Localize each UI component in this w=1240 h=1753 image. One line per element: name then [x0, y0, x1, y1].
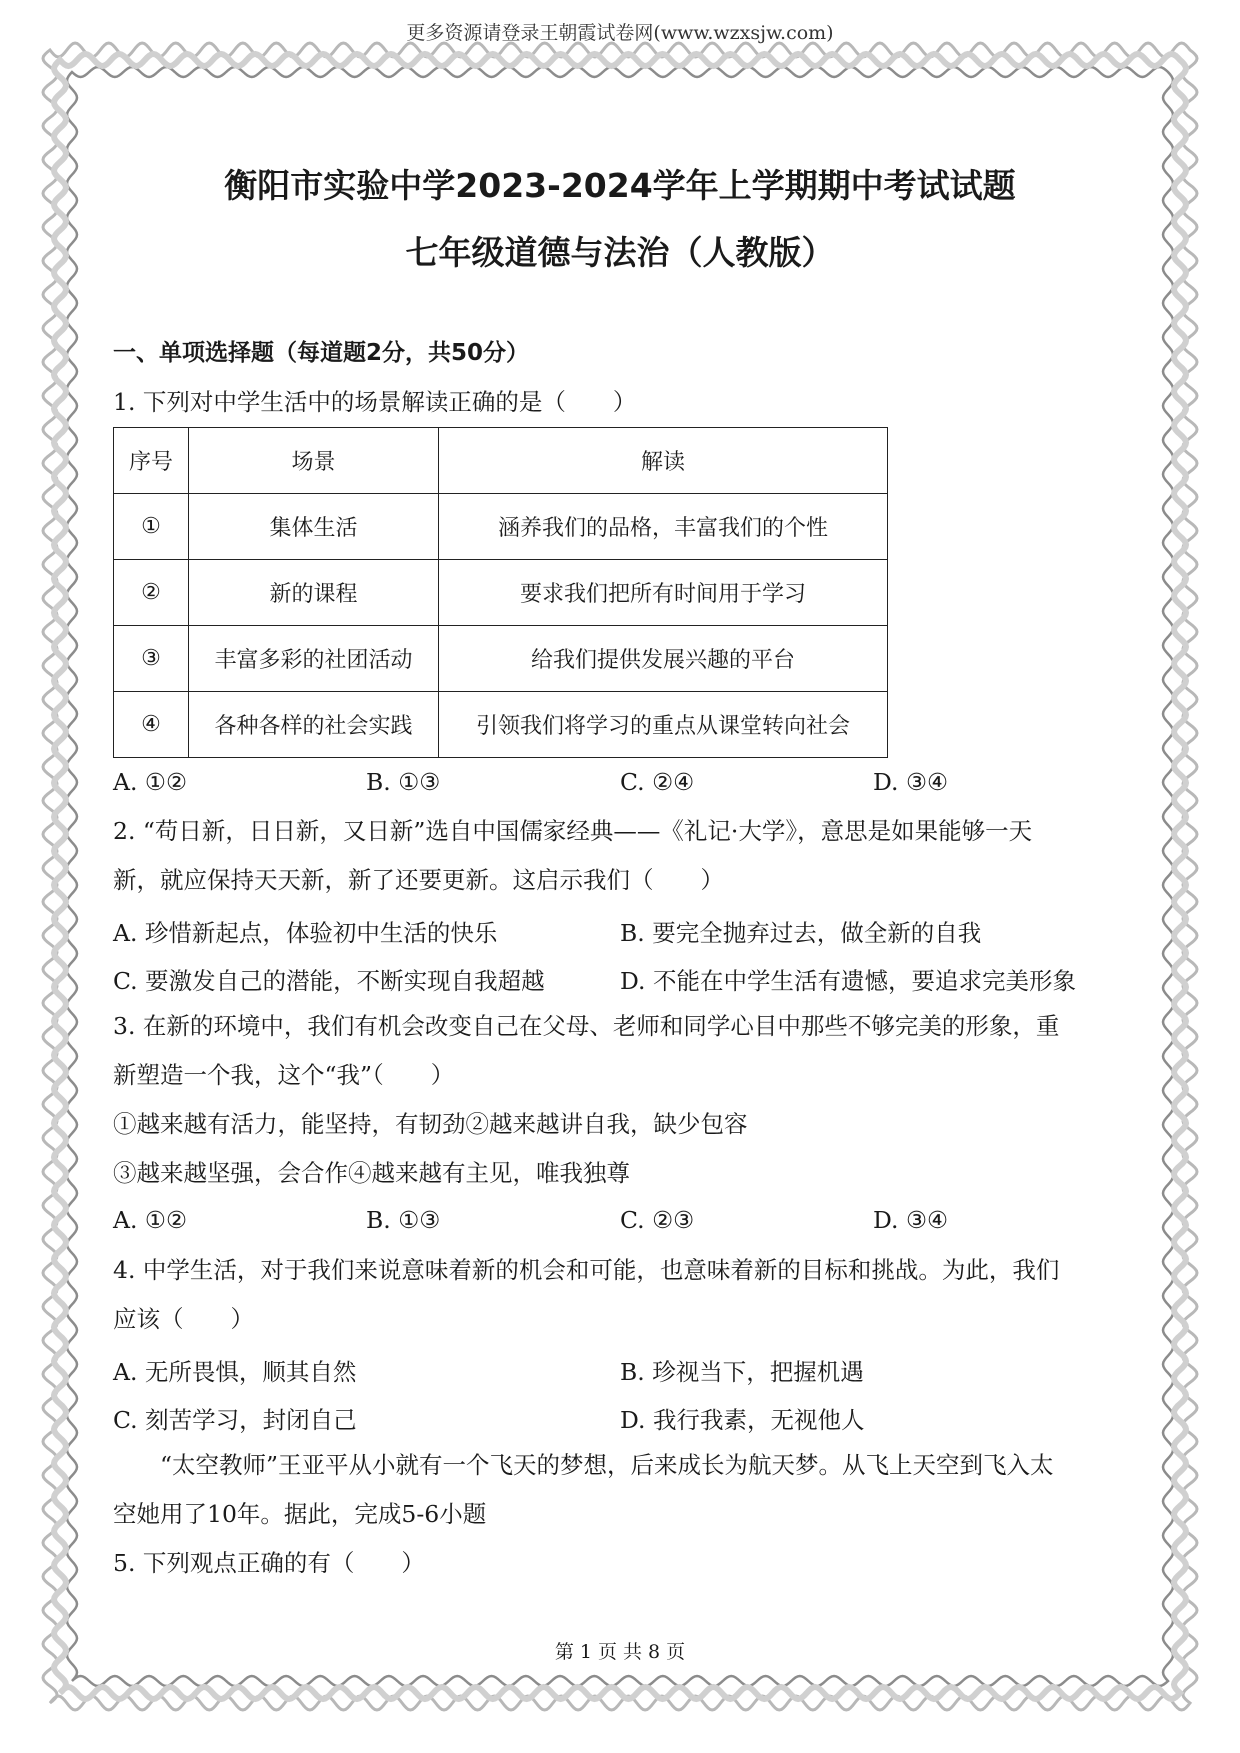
question-3-option-b: B. ①③: [366, 1206, 441, 1234]
table-header-cell: 解读: [439, 428, 888, 494]
table-header-cell: 场景: [189, 428, 439, 494]
question-2-line-2: 新，就应保持天天新，新了还要更新。这启示我们（ ）: [113, 866, 724, 894]
table-row: [114, 494, 888, 560]
question-1-table: [113, 427, 888, 758]
question-3-line-2: 新塑造一个我，这个“我”（ ）: [113, 1061, 455, 1089]
passage-line-2: 空她用了10年。据此，完成5-6小题: [113, 1500, 487, 1528]
question-1-option-b: B. ①③: [366, 768, 441, 796]
passage-line-1: “太空教师”王亚平从小就有一个飞天的梦想，后来成长为航天梦。从飞上天空到飞入太: [160, 1451, 1054, 1479]
question-3-option-d: D. ③④: [873, 1206, 949, 1234]
question-5-stem: 5. 下列观点正确的有（ ）: [113, 1549, 425, 1577]
question-1-option-a: A. ①②: [113, 768, 188, 796]
table-cell: 涵养我们的品格，丰富我们的个性: [439, 494, 888, 560]
question-3-option-a: A. ①②: [113, 1206, 188, 1234]
watermark-text: 更多资源请登录王朝霞试卷网(www.wzxsjw.com): [406, 22, 834, 44]
question-4-option-c: C. 刻苦学习，封闭自己: [113, 1406, 357, 1434]
table-cell: ④: [114, 692, 189, 758]
table-cell: 各种各样的社会实践: [189, 692, 439, 758]
question-2-line-1: 2. “苟日新，日日新，又日新”选自中国儒家经典——《礼记·大学》，意思是如果能够一天: [113, 817, 1033, 845]
exam-subtitle: 七年级道德与法治（人教版）: [405, 233, 835, 272]
section-heading: 一、单项选择题（每道题2分，共50分）: [113, 340, 530, 366]
question-2-option-c: C. 要激发自己的潜能，不断实现自我超越: [113, 967, 545, 995]
question-2-option-d: D. 不能在中学生活有遗憾，要追求完美形象: [620, 967, 1076, 995]
table-cell: 给我们提供发展兴趣的平台: [439, 626, 888, 692]
question-4-line-2: 应该（ ）: [113, 1305, 254, 1333]
exam-title: 衡阳市实验中学2023-2024学年上学期期中考试试题: [224, 166, 1016, 205]
table-header-cell: 序号: [114, 428, 189, 494]
table-cell: 要求我们把所有时间用于学习: [439, 560, 888, 626]
question-1-stem: 1. 下列对中学生活中的场景解读正确的是（ ）: [113, 388, 637, 416]
table-cell: 丰富多彩的社团活动: [189, 626, 439, 692]
question-4-line-1: 4. 中学生活，对于我们来说意味着新的机会和可能，也意味着新的目标和挑战。为此，我们: [113, 1256, 1060, 1284]
question-2-option-a: A. 珍惜新起点，体验初中生活的快乐: [113, 919, 498, 947]
question-3-option-c: C. ②③: [620, 1206, 695, 1234]
question-4-option-d: D. 我行我素，无视他人: [620, 1406, 865, 1434]
table-cell: 新的课程: [189, 560, 439, 626]
table-cell: 引领我们将学习的重点从课堂转向社会: [439, 692, 888, 758]
question-1-option-d: D. ③④: [873, 768, 949, 796]
question-3-line-4: ③越来越坚强，会合作④越来越有主见，唯我独尊: [113, 1159, 630, 1187]
table-cell: 集体生活: [189, 494, 439, 560]
table-header-row: [114, 428, 888, 494]
question-4-option-b: B. 珍视当下，把握机遇: [620, 1358, 864, 1386]
table-cell: ①: [114, 494, 189, 560]
table-row: [114, 560, 888, 626]
question-4-option-a: A. 无所畏惧，顺其自然: [113, 1358, 357, 1386]
question-2-option-b: B. 要完全抛弃过去，做全新的自我: [620, 919, 982, 947]
table-row: [114, 626, 888, 692]
question-3-line-1: 3. 在新的环境中，我们有机会改变自己在父母、老师和同学心目中那些不够完美的形象，重: [113, 1012, 1060, 1040]
table-cell: ③: [114, 626, 189, 692]
question-3-line-3: ①越来越有活力，能坚持，有韧劲②越来越讲自我，缺少包容: [113, 1110, 748, 1138]
page-footer: 第 1 页 共 8 页: [554, 1641, 686, 1663]
question-1-option-c: C. ②④: [620, 768, 695, 796]
table-row: [114, 692, 888, 758]
table-cell: ②: [114, 560, 189, 626]
